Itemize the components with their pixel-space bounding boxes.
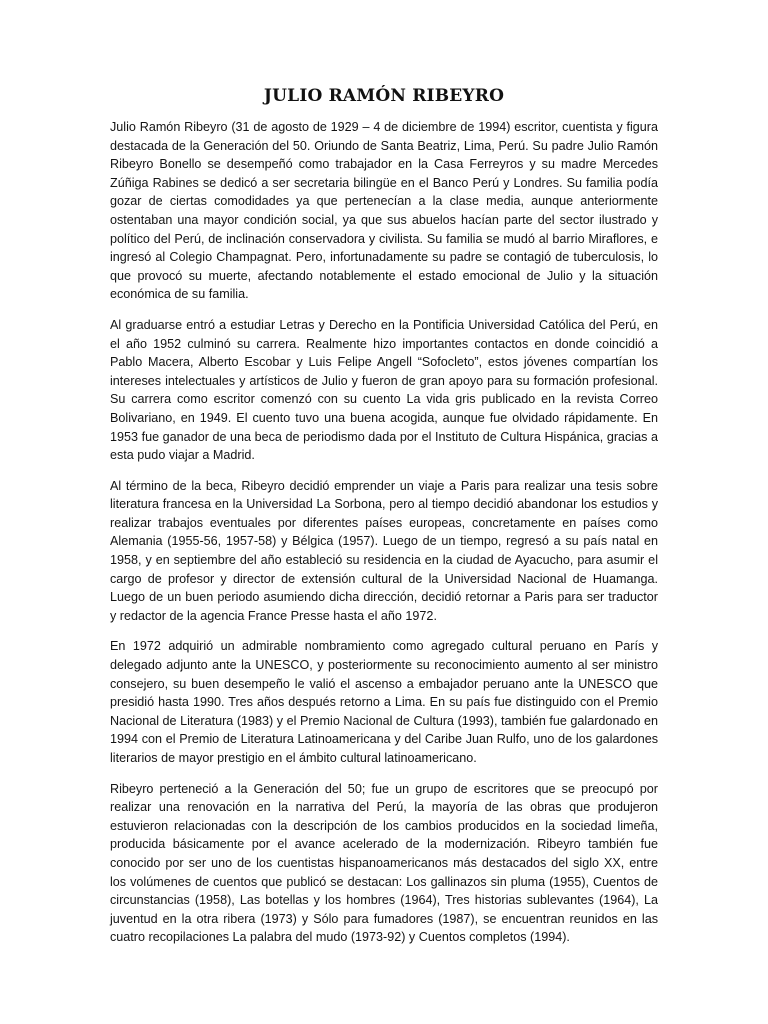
paragraph-5: Ribeyro perteneció a la Generación del 50; fue un grupo de escritores que se preocupó por realizar una renovación en la narrativa del Perú, la mayoría de las obras que produjeron estuvieron relacionadas con la descripción de los cambios producidos en la sociedad limeña, producida básicamente por el avance acelerado de la modernización. Ribeyro también fue conocido por ser uno de los cuentistas hispanoamericanos más destacados del siglo XX, entre los volúmenes de cuentos que publicó se destacan: Los gallinazos sin pluma (1955), Cuentos de circunstancias (1958), Las botellas y los hombres (1964), Tres historias sublevantes (1964), La juventud en la otra ribera (1973) y Sólo para fumadores (1987), se encuentran reunidos en las cuatro recopilaciones La palabra del mudo (1973-92) y Cuentos completos (1994). <box>110 781 658 945</box>
paragraph-4: En 1972 adquirió un admirable nombramiento como agregado cultural peruano en París y delegado adjunto ante la UNESCO, y posteriormente su reconocimiento aumento al ser ministro consejero, su buen desempeño le valió el ascenso a embajador peruano ante la UNESCO que presidió hasta 1990. Tres años después retorno a Lima. En su país fue distinguido con el Premio Nacional de Literatura (1983) y el Premio Nacional de Cultura (1993), también fue galardonado en 1994 con el Premio de Literatura Latinoamericana y del Caribe Juan Rulfo, uno de los galardones literarios de mayor prestigio en el ámbito cultural latinoamericano. <box>110 639 658 765</box>
paragraph-3: Al término de la beca, Ribeyro decidió emprender un viaje a Paris para realizar una tesis sobre literatura francesa en la Universidad La Sorbona, pero al tiempo decidió abandonar los estudios y realizar trabajos eventuales por diferentes países europeas, concretamente en países como Alemania (1955-56, 1957-58) y Bélgica (1957). Luego de un tiempo, regresó a su país natal en 1958, y en septiembre del año estableció su residencia en la ciudad de Ayacucho, para asumir el cargo de profesor y director de extensión cultural de la Universidad Nacional de Huamanga. Luego de un buen periodo asumiendo dicha dirección, decidió retornar a Paris para ser traductor y redactor de la agencia France Presse hasta el año 1972. <box>110 478 658 623</box>
document-body <box>110 118 658 959</box>
paragraph-1: Julio Ramón Ribeyro (31 de agosto de 1929 – 4 de diciembre de 1994) escritor, cuentista y figura destacada de la Generación del 50. Oriundo de Santa Beatriz, Lima, Perú. Su padre Julio Ramón Ribeyro Bonello se desempeñó como trabajador en la Casa Ferreyros y su madre Mercedes Zúñiga Rabines se dedicó a ser secretaria bilingüe en el Banco Perú y Londres. Su familia podía gozar de ciertas comodidades ya que pertenecían a la clase media, aunque anteriormente ostentaban una mayor condición social, ya que sus abuelos hacían parte del sector ilustrado y político del Perú, de inclinación conservadora y civilista. Su familia se mudó al barrio Miraflores, e ingresó al Colegio Champagnat. Pero, infortunadamente su padre se contagió de tuberculosis, lo que provocó su muerte, afectando notablemente el estado emocional de Julio y la situación económica de su familia. <box>110 120 658 302</box>
paragraph-2: Al graduarse entró a estudiar Letras y Derecho en la Pontificia Universidad Católica del Perú, en el año 1952 culminó su carrera. Realmente hizo importantes contactos en donde coincidió a Pablo Macera, Alberto Escobar y Luis Felipe Angell “Sofocleto”, estos jóvenes compartían los intereses intelectuales y artísticos de Julio y fueron de gran apoyo para su formación profesional. Su carrera como escritor comenzó con su cuento La vida gris publicado en la revista Correo Bolivariano, en 1949. El cuento tuvo una buena acogida, aunque fue olvidado rápidamente. En 1953 fue ganador de una beca de periodismo dada por el Instituto de Cultura Hispánica, gracias a esta pudo viajar a Madrid. <box>110 317 658 463</box>
document-title: JULIO RAMÓN RIBEYRO <box>263 86 505 106</box>
